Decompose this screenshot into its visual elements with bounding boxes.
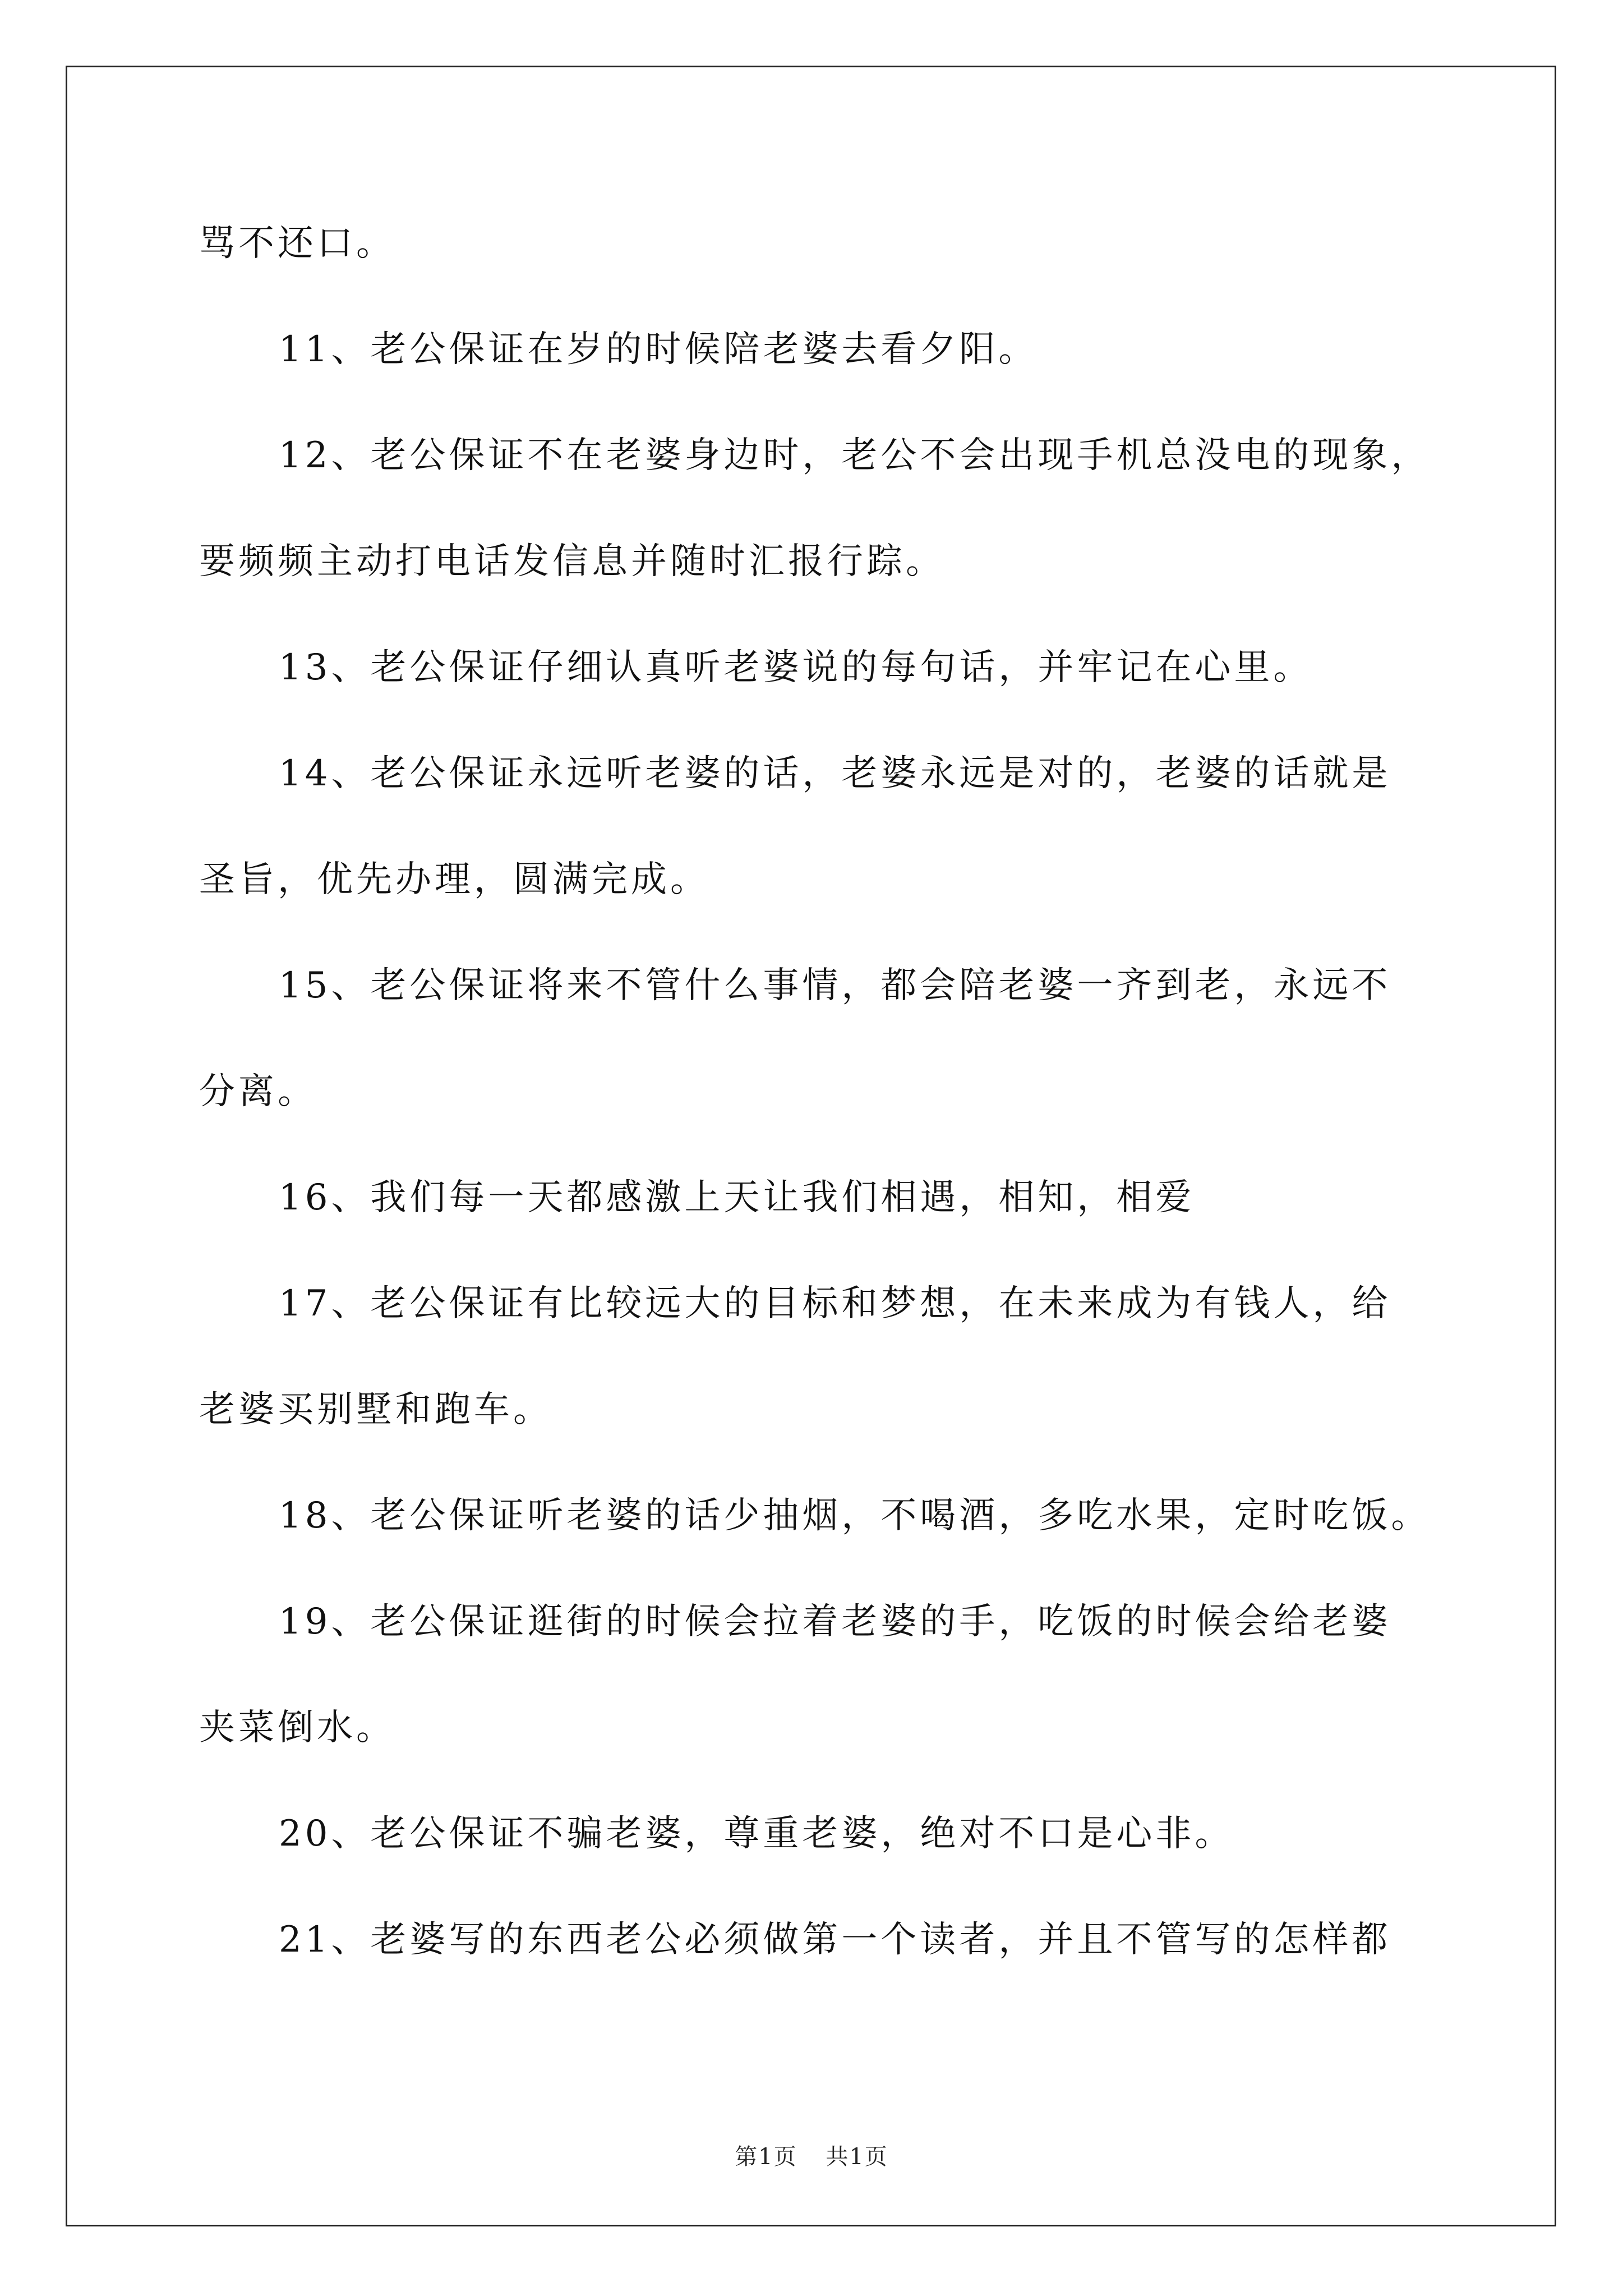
text-line: 15、老公保证将来不管什么事情，都会陪老婆一齐到老，永远不 [279, 965, 1391, 1006]
text-line: 13、老公保证仔细认真听老婆说的每句话，并牢记在心里。 [279, 647, 1313, 688]
page-footer [0, 2140, 1623, 2174]
text-line: 圣旨，优先办理，圆满完成。 [199, 859, 709, 900]
text-line: 11、老公保证在岁的时候陪老婆去看夕阳。 [279, 329, 1038, 370]
page-number: 第1页 [735, 2144, 797, 2170]
text-line: 21、老婆写的东西老公必须做第一个读者，并且不管写的怎样都 [279, 1919, 1391, 1961]
page-total: 共1页 [826, 2144, 888, 2170]
text-line: 20、老公保证不骗老婆，尊重老婆，绝对不口是心非。 [279, 1813, 1234, 1855]
text-line: 12、老公保证不在老婆身边时，老公不会出现手机总没电的现象， [279, 435, 1431, 476]
document-body [199, 191, 1438, 1993]
text-line: 骂不还口。 [199, 223, 395, 264]
text-line: 16、我们每一天都感激上天让我们相遇，相知，相爱 [279, 1177, 1195, 1218]
text-line: 18、老公保证听老婆的话少抽烟，不喝酒，多吃水果，定时吃饭。 [279, 1495, 1431, 1536]
text-line: 17、老公保证有比较远大的目标和梦想，在未来成为有钱人，给 [279, 1283, 1391, 1324]
text-line: 分离。 [199, 1071, 317, 1112]
text-line: 14、老公保证永远听老婆的话，老婆永远是对的，老婆的话就是 [279, 753, 1391, 794]
text-line: 老婆买别墅和跑车。 [199, 1389, 552, 1430]
text-line: 19、老公保证逛街的时候会拉着老婆的手，吃饭的时候会给老婆 [279, 1601, 1391, 1642]
text-line: 要频频主动打电话发信息并随时汇报行踪。 [199, 541, 945, 582]
text-line: 夹菜倒水。 [199, 1707, 395, 1749]
